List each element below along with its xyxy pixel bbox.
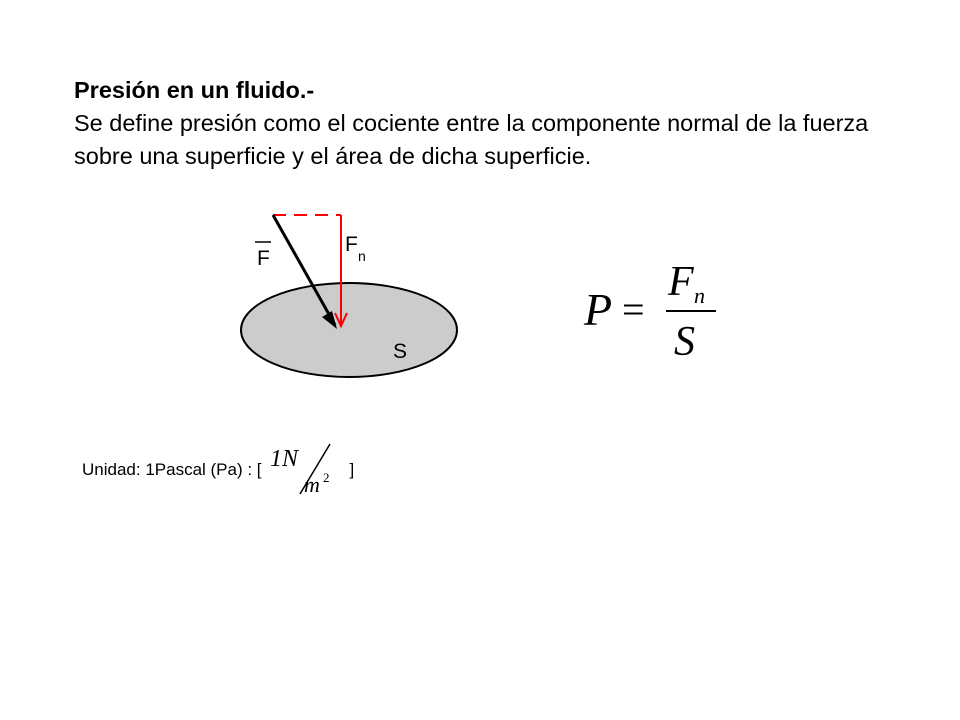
normal-force-subscript: n	[358, 248, 366, 264]
unit-closing-bracket: ]	[349, 460, 355, 479]
surface-label: S	[393, 340, 408, 363]
force-label: F	[257, 247, 270, 270]
formula-lhs: P	[584, 284, 613, 335]
unit-row	[82, 440, 482, 500]
definition-text: Se define presión como el cociente entre la componente normal de la fuerza sobre una superficie y el área de dicha superficie.	[74, 110, 869, 169]
formula-denominator: S	[674, 319, 695, 365]
unit-exponent: 2	[322, 470, 330, 485]
formula-equals: =	[622, 287, 645, 332]
pressure-formula	[580, 255, 730, 365]
text-block	[74, 74, 894, 173]
force-diagram	[235, 205, 465, 390]
formula-numerator-subscript: n	[694, 283, 705, 308]
unit-fraction	[266, 442, 346, 498]
slide-title: Presión en un fluido.-	[74, 77, 315, 103]
unit-denominator: m	[303, 472, 320, 497]
formula-numerator: F	[668, 259, 694, 305]
unit-label: Unidad: 1Pascal (Pa) : [	[82, 460, 262, 479]
surface-ellipse	[241, 283, 457, 377]
normal-force-label: F	[345, 233, 358, 256]
unit-numerator: 1N	[269, 446, 298, 472]
